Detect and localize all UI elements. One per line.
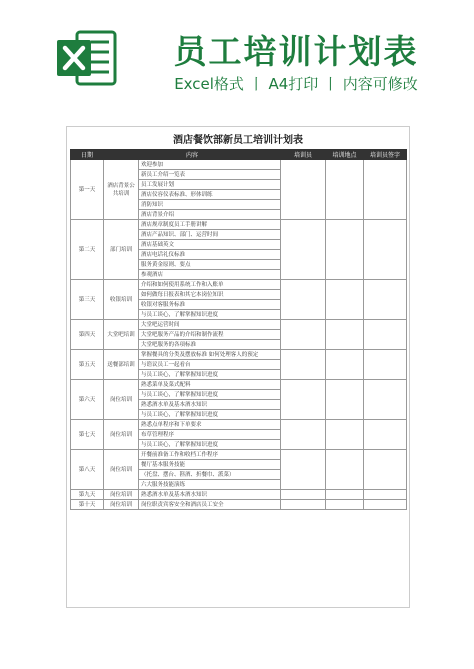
training-table [70,149,407,510]
content-cell: 与谘议员工一起看台 [139,360,281,370]
content-cell: 大堂吧运营时间 [139,320,281,330]
header-content: 内容 [104,150,281,160]
content-cell: 布草管理程序 [139,430,281,440]
content-cell: 如何做每日报表和其它本岗位知识 [139,290,281,300]
day-cell: 第五天 [71,350,104,380]
content-cell: 新员工介绍一览表 [139,170,281,180]
content-cell: 酒店规章制度员工手册讲解 [139,220,281,230]
header-signature: 培训员签字 [364,150,407,160]
content-cell: 欢迎参加 [139,160,281,170]
day-cell: 第二天 [71,220,104,280]
location-cell [326,490,364,500]
content-cell: 酒店基础英文 [139,240,281,250]
content-cell: 与员工谈心，了解掌握知识进度 [139,390,281,400]
day-cell: 第六天 [71,380,104,420]
trainer-cell [281,220,326,280]
content-cell: （托盘、摆台、斟酒、折餐巾、派菜） [139,470,281,480]
content-cell: 酒店背景介绍 [139,210,281,220]
content-cell: 服务黄金原则、要点 [139,260,281,270]
location-cell [326,350,364,380]
location-cell [326,500,364,510]
location-cell [326,220,364,280]
topic-cell: 岗位培训 [104,500,139,510]
day-cell: 第十天 [71,500,104,510]
content-cell: 大堂吧服务产品的介绍和制作流程 [139,330,281,340]
table-row [71,450,407,460]
content-cell: 酒店电话礼仪标准 [139,250,281,260]
signature-cell [364,280,407,320]
table-header-row [71,150,407,160]
content-cell: 大堂吧服务的各项标准 [139,340,281,350]
header-trainer: 培训员 [281,150,326,160]
day-cell: 第九天 [71,490,104,500]
content-cell: 与员工谈心，了解掌握知识进度 [139,410,281,420]
topic-cell: 部门培训 [104,220,139,280]
table-row [71,220,407,230]
content-cell: 员工发展计划 [139,180,281,190]
content-cell: 熟悉酒水单及基本酒水知识 [139,400,281,410]
location-cell [326,320,364,350]
trainer-cell [281,280,326,320]
signature-cell [364,160,407,220]
content-cell: 熟悉菜单及菜式配料 [139,380,281,390]
content-cell: 消防知识 [139,200,281,210]
content-cell: 收银对客服务标准 [139,300,281,310]
trainer-cell [281,380,326,420]
trainer-cell [281,450,326,490]
location-cell [326,160,364,220]
page-subtitle: Excel格式 丨 A4打印 丨 内容可修改 [174,75,418,93]
content-cell: 开餐前准备工作和收档工作程序 [139,450,281,460]
table-row [71,280,407,290]
topic-cell: 岗位培训 [104,490,139,500]
trainer-cell [281,160,326,220]
signature-cell [364,380,407,420]
signature-cell [364,450,407,490]
location-cell [326,380,364,420]
table-row [71,320,407,330]
signature-cell [364,420,407,450]
sheet-title: 酒店餐饮部新员工培训计划表 [173,135,303,146]
topic-cell: 收银培训 [104,280,139,320]
trainer-cell [281,490,326,500]
table-row [71,350,407,360]
table-body [71,160,407,510]
content-cell: 介绍和如何使用系统工作和入账单 [139,280,281,290]
content-cell: 与员工谈心，了解掌握知识进度 [139,310,281,320]
topic-cell: 送餐部培训 [104,350,139,380]
content-cell: 酒店产品知识、部门、运营时间 [139,230,281,240]
table-row [71,380,407,390]
signature-cell [364,350,407,380]
day-cell: 第四天 [71,320,104,350]
day-cell: 第八天 [71,450,104,490]
trainer-cell [281,500,326,510]
signature-cell [364,320,407,350]
content-cell: 掌握餐具的分类及摆放标准 如何处理客人的预定 [139,350,281,360]
signature-cell [364,500,407,510]
content-cell: 参观酒店 [139,270,281,280]
table-row [71,160,407,170]
location-cell [326,420,364,450]
content-cell: 餐厅基本服务技能 [139,460,281,470]
location-cell [326,280,364,320]
content-cell: 酒店仪容仪表标准、形体训练 [139,190,281,200]
banner [0,0,474,112]
topic-cell: 岗位培训 [104,420,139,450]
content-cell: 六大服务技能演练 [139,480,281,490]
trainer-cell [281,350,326,380]
content-cell: 与员工谈心，了解掌握知识进度 [139,440,281,450]
excel-icon [55,26,119,90]
location-cell [326,450,364,490]
day-cell: 第一天 [71,160,104,220]
table-row [71,490,407,500]
header-location: 培训地点 [326,150,364,160]
topic-cell: 大堂吧培训 [104,320,139,350]
spreadsheet-preview [66,126,410,608]
day-cell: 第三天 [71,280,104,320]
signature-cell [364,490,407,500]
topic-cell: 岗位培训 [104,380,139,420]
topic-cell: 岗位培训 [104,450,139,490]
content-cell: 熟悉点单程序和下单要求 [139,420,281,430]
trainer-cell [281,320,326,350]
footer-space [0,612,474,669]
day-cell: 第七天 [71,420,104,450]
signature-cell [364,220,407,280]
table-row [71,500,407,510]
content-cell: 熟悉酒水单及基本酒水知识 [139,490,281,500]
header-date: 日期 [71,150,104,160]
page-title: 员工培训计划表 [173,32,419,71]
table-row [71,420,407,430]
content-cell: 与员工谈心，了解掌握知识进度 [139,370,281,380]
topic-cell: 酒店背景公共培训 [104,160,139,220]
content-cell: 岗位职责宾客安全和酒店员工安全 [139,500,281,510]
trainer-cell [281,420,326,450]
